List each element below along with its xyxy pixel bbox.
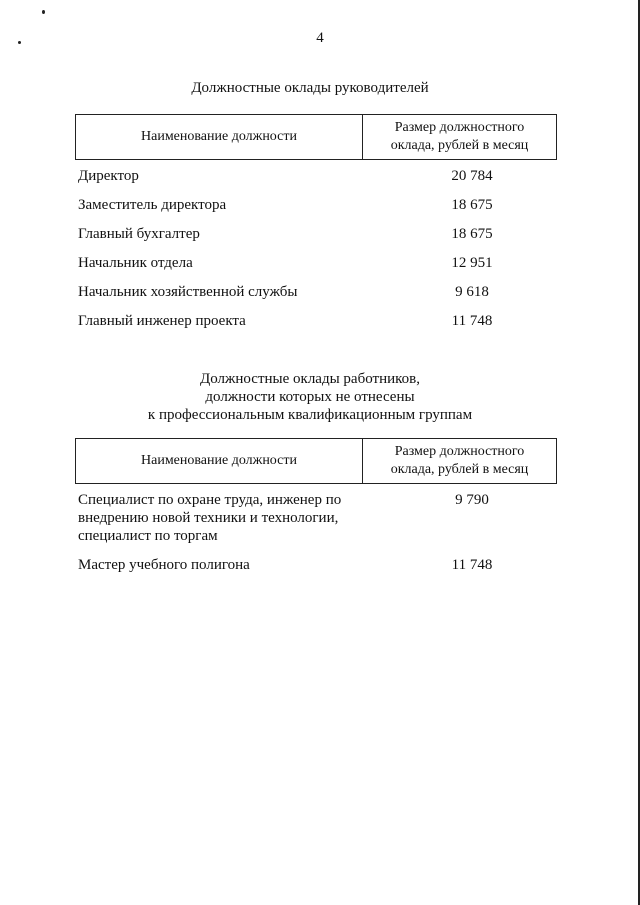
managers-table-header — [75, 114, 557, 160]
salary-value: 20 784 — [451, 168, 493, 184]
section-title-line: к профессиональным квалификационным группам — [147, 407, 473, 423]
scan-speck — [42, 10, 45, 14]
page-number: 4 — [316, 30, 324, 46]
position-name-line: Специалист по охране труда, инженер по — [78, 492, 342, 508]
column-header-position: Наименование должности — [76, 115, 363, 160]
salary-value: 9 618 — [455, 284, 489, 300]
salary-value: 12 951 — [451, 255, 493, 271]
column-header-salary-line1: Размер должностного — [394, 120, 525, 135]
column-header-salary-line2: оклада, рублей в месяц — [390, 138, 529, 153]
position-name: Главный инженер проекта — [78, 313, 246, 329]
position-name-line: внедрению новой техники и технологии, — [78, 510, 339, 526]
salary-value: 18 675 — [451, 197, 493, 213]
column-header-salary-line1: Размер должностного — [394, 444, 525, 459]
section-title-line: Должностные оклады работников, — [200, 371, 420, 387]
position-name: Начальник хозяйственной службы — [78, 284, 298, 300]
position-name-line: специалист по торгам — [78, 528, 218, 544]
column-header-position: Наименование должности — [76, 439, 363, 484]
salary-value: 9 790 — [455, 492, 489, 508]
position-name: Директор — [78, 168, 139, 184]
position-name: Главный бухгалтер — [78, 226, 200, 242]
column-header-salary-line2: оклада, рублей в месяц — [390, 462, 529, 477]
position-name: Начальник отдела — [78, 255, 193, 271]
section-title-workers — [60, 370, 560, 424]
column-header-salary — [363, 115, 557, 160]
section-title-line: должности которых не отнесены — [205, 389, 415, 405]
column-header-salary — [363, 439, 557, 484]
workers-table-header — [75, 438, 557, 484]
position-name: Заместитель директора — [78, 197, 227, 213]
salary-value: 11 748 — [451, 557, 493, 573]
salary-value: 18 675 — [451, 226, 493, 242]
salary-value: 11 748 — [451, 313, 493, 329]
table-row — [78, 491, 558, 545]
position-name — [78, 491, 388, 545]
position-name: Мастер учебного полигона — [78, 557, 250, 573]
section-title-managers: Должностные оклады руководителей — [191, 80, 429, 96]
